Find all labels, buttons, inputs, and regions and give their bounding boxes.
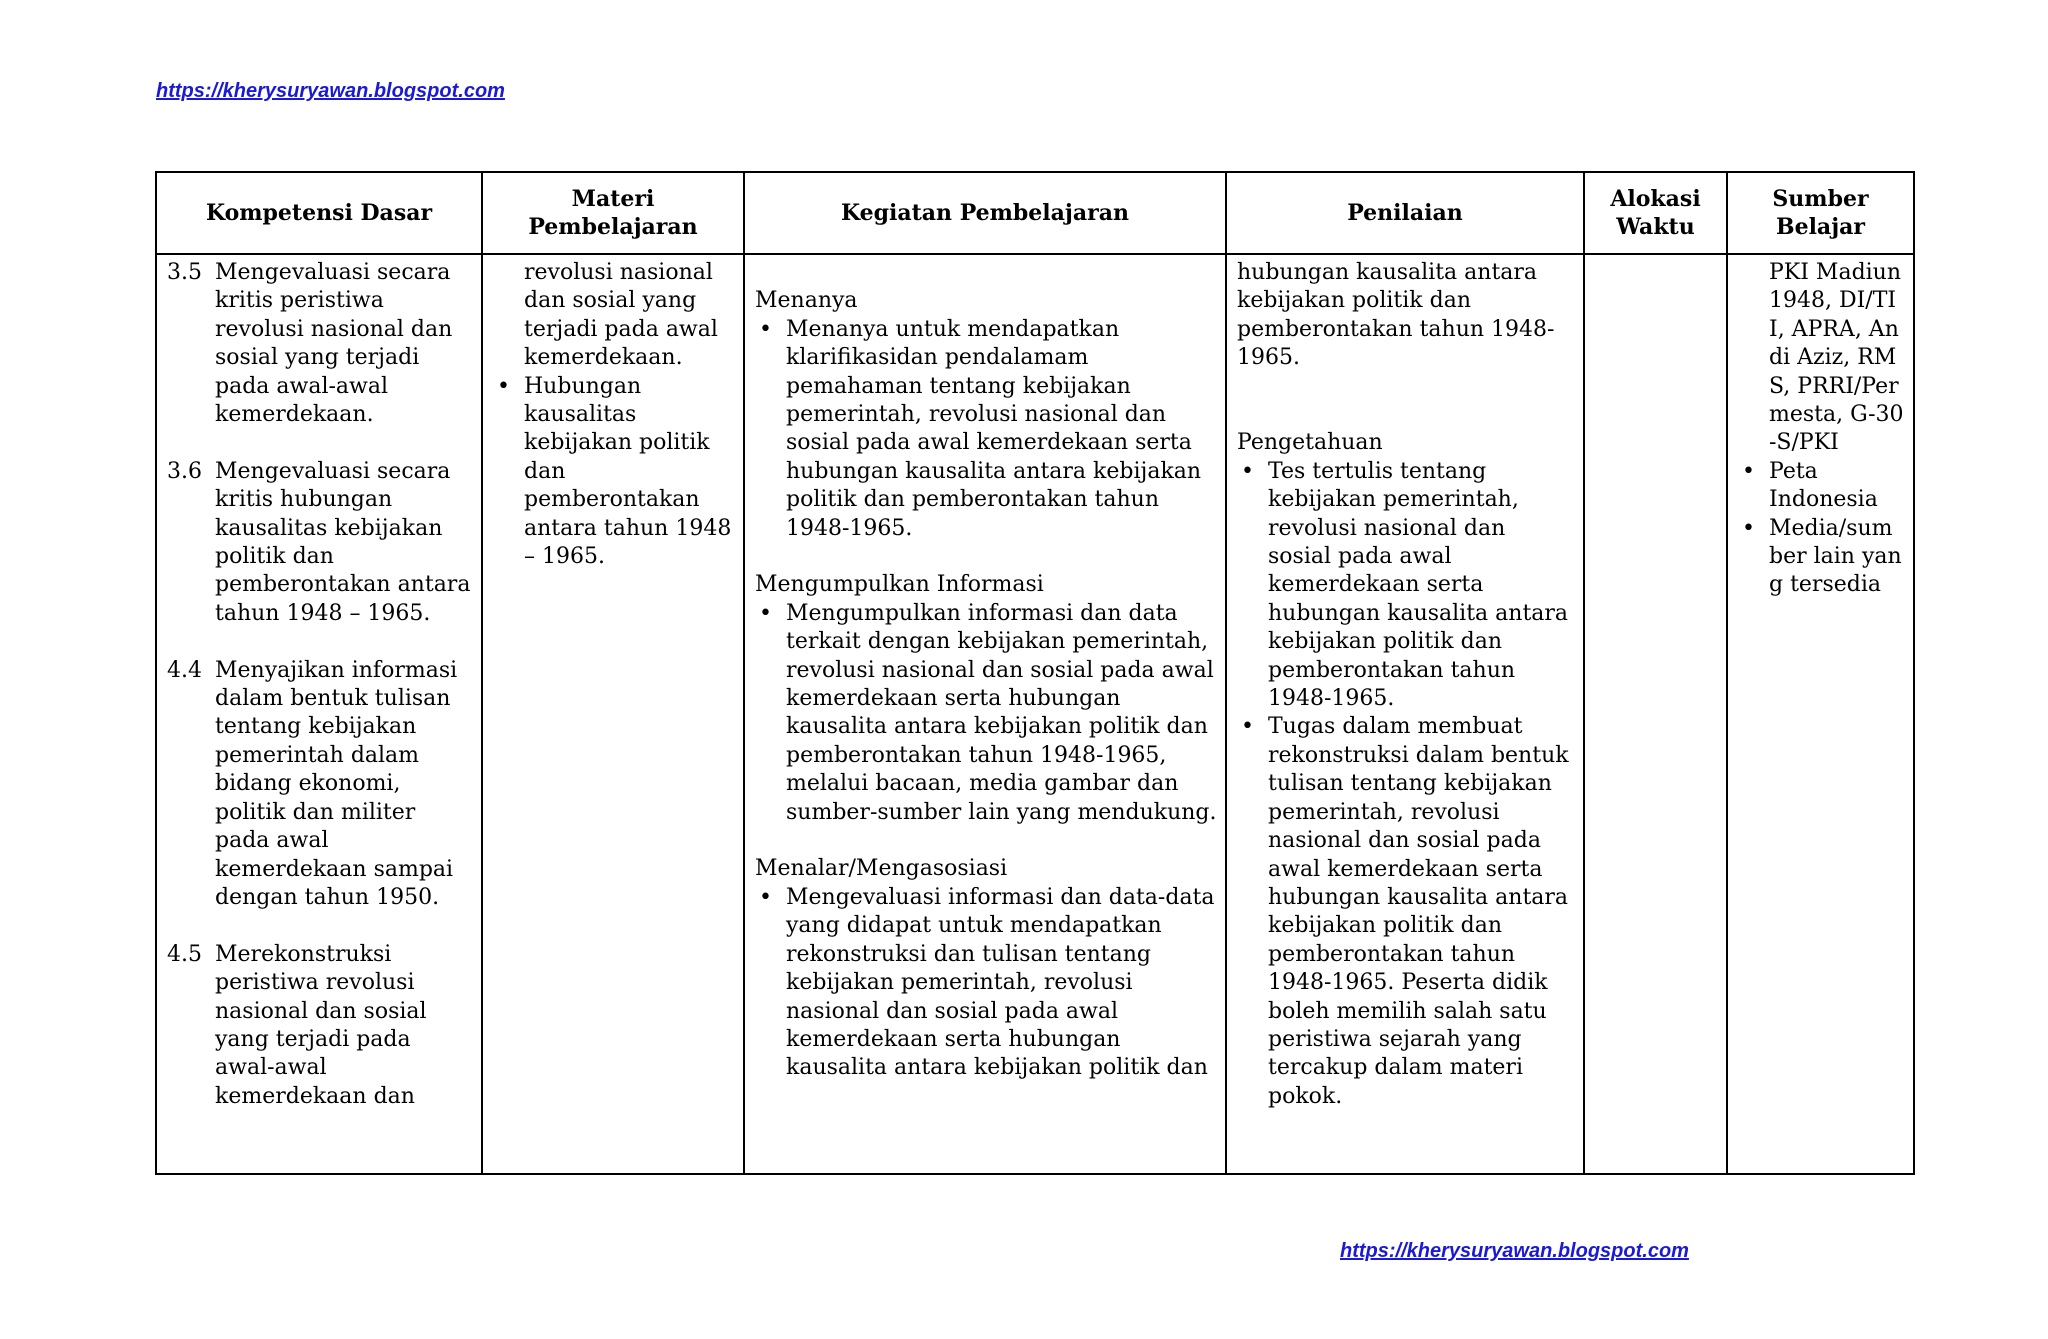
list-item: • Mengevaluasi informasi dan data-data yang didapat untuk mendapatkan rekonstruksi dan tulisan tentang kebijakan pemerintah, revolusi nasional dan sosial pada awal kemerdekaan serta hubungan kausalita antara kebijakan politik dan <box>755 884 1217 1083</box>
kd-number: 4.4 <box>167 657 202 683</box>
penilaian-heading-pengetahuan: Pengetahuan <box>1237 430 1383 456</box>
header-sumber-belajar: Sumber Belajar <box>1727 172 1914 254</box>
header-materi-pembelajaran: Materi Pembelajaran <box>482 172 744 254</box>
sumber-continued-text: PKI Madiun 1948, DI/TII, APRA, Andi Aziz, RMS, PRRI/Permesta, G-30-S/PKI <box>1769 260 1904 456</box>
kegiatan-heading-menalar: Menalar/Mengasosiasi <box>755 856 1008 882</box>
list-item: • Hubungan kausalitas kebijakan politik dan pemberontakan antara tahun 1948 – 1965. <box>493 373 735 572</box>
materi-continued-text: revolusi nasional dan sosial yang terjadi pada awal kemerdekaan. <box>524 260 718 371</box>
kd-text: Mengevaluasi secara kritis hubungan kausalitas kebijakan politik dan pemberontakan antara tahun 1948 – 1965. <box>215 458 471 626</box>
list-item: • Mengumpulkan informasi dan data terkait dengan kebijakan pemerintah, revolusi nasional dan sosial pada awal kemerdekaan serta hubungan kausalita antara kebijakan politik dan pemberontakan tahun 1948-1965, melalui bacaan, media gambar dan sumber-sumber lain yang mendukung. <box>755 600 1217 827</box>
kd-item <box>167 259 473 429</box>
penilaian-continued-text: hubungan kausalita antara kebijakan politik dan pemberontakan tahun 1948-1965. <box>1237 260 1555 371</box>
kd-number: 3.5 <box>167 260 202 285</box>
kd-text: Mengevaluasi secara kritis peristiwa revolusi nasional dan sosial yang terjadi pada awal-awal kemerdekaan. <box>215 260 453 428</box>
header-kompetensi-dasar: Kompetensi Dasar <box>156 172 482 254</box>
kegiatan-heading-mengumpulkan: Mengumpulkan Informasi <box>755 572 1044 598</box>
kd-item <box>167 941 473 1111</box>
header-alokasi-waktu: Alokasi Waktu <box>1584 172 1727 254</box>
kd-text: Menyajikan informasi dalam bentuk tulisan tentang kebijakan pemerintah dalam bidang ekonomi, politik dan militer pada awal kemerdekaan sampai dengan tahun 1950. <box>215 657 458 910</box>
header-link[interactable]: https://kherysuryawan.blogspot.com <box>156 80 505 102</box>
list-item: • Menanya untuk mendapatkan klarifikasidan pendalamam pemahaman tentang kebijakan pemerintah, revolusi nasional dan sosial pada awal kemerdekaan serta hubungan kausalita antara kebijakan politik dan pemberontakan tahun 1948-1965. <box>755 316 1217 543</box>
kegiatan-list <box>755 884 1217 1083</box>
kd-number: 3.6 <box>167 458 202 484</box>
header-penilaian: Penilaian <box>1226 172 1584 254</box>
table-header-row <box>156 172 1914 254</box>
kegiatan-heading-menanya: Menanya <box>755 288 858 314</box>
rpp-table <box>155 171 1915 1175</box>
kd-number: 4.5 <box>167 941 202 967</box>
list-item: • Tugas dalam membuat rekonstruksi dalam bentuk tulisan tentang kebijakan pemerintah, revolusi nasional dan sosial pada awal kemerdekaan serta hubungan kausalita antara kebijakan politik dan pemberontakan tahun 1948-1965. Peserta didik boleh memilih salah satu peristiwa sejarah yang tercakup dalam materi pokok. <box>1237 713 1575 1111</box>
cell-materi-pembelajaran <box>482 254 744 1174</box>
materi-list <box>493 373 735 572</box>
list-item: • Media/sumber lain yang tersedia <box>1738 515 1905 600</box>
cell-alokasi-waktu <box>1584 254 1727 1174</box>
kegiatan-list <box>755 600 1217 827</box>
cell-kompetensi-dasar <box>156 254 482 1174</box>
table-row <box>156 254 1914 1174</box>
cell-penilaian <box>1226 254 1584 1174</box>
kegiatan-list <box>755 316 1217 543</box>
cell-sumber-belajar <box>1727 254 1914 1174</box>
penilaian-list <box>1237 458 1575 1111</box>
kd-text: Merekonstruksi peristiwa revolusi nasional dan sosial yang terjadi pada awal-awal kemerdekaan dan <box>215 941 427 1109</box>
header-kegiatan-pembelajaran: Kegiatan Pembelajaran <box>744 172 1226 254</box>
list-item: • Tes tertulis tentang kebijakan pemerintah, revolusi nasional dan sosial pada awal kemerdekaan serta hubungan kausalita antara kebijakan politik dan pemberontakan tahun 1948-1965. <box>1237 458 1575 714</box>
cell-kegiatan-pembelajaran <box>744 254 1226 1174</box>
list-item: • Peta Indonesia <box>1738 458 1905 515</box>
kd-item <box>167 458 473 628</box>
kd-item <box>167 657 473 913</box>
footer-link[interactable]: https://kherysuryawan.blogspot.com <box>1340 1240 1689 1262</box>
sumber-list <box>1738 458 1905 600</box>
